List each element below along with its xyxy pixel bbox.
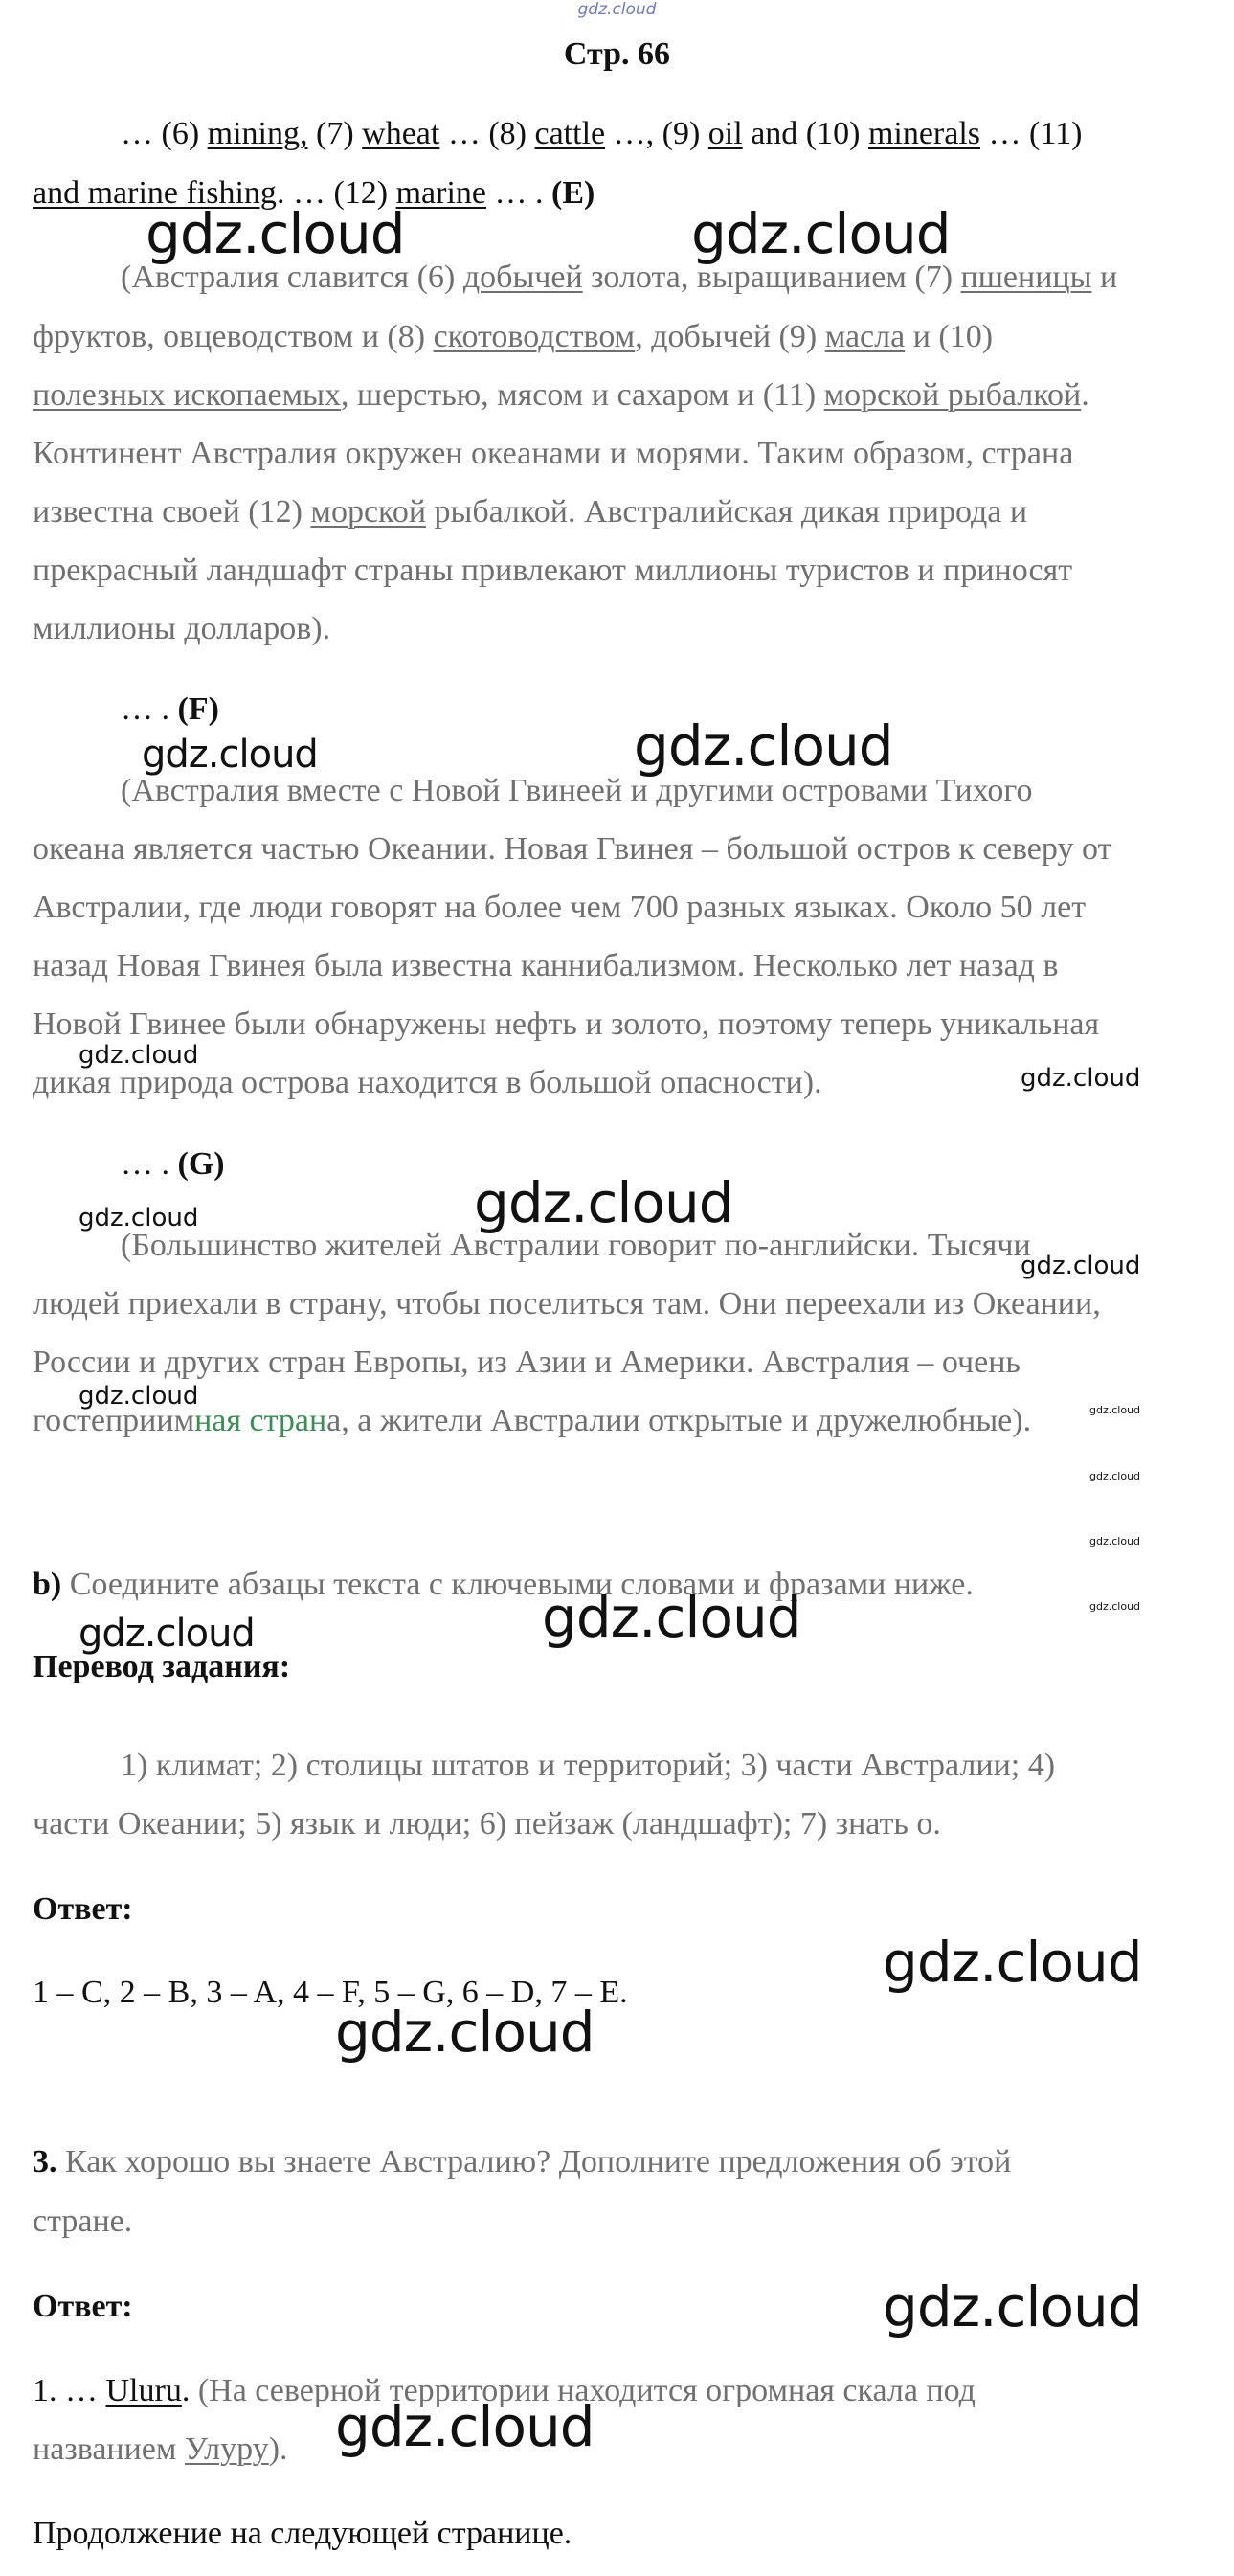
watermark: gdz.cloud [1089, 1535, 1141, 1548]
watermark: gdz.cloud [79, 1382, 199, 1411]
task-b-prompt: b) Соедините абзацы текста с ключевыми словами и фразами ниже. [33, 1567, 974, 1602]
page-title: Стр. 66 [563, 36, 671, 72]
continued-note: Продолжение на следующей странице. [33, 2516, 572, 2551]
section-g-ru-line3: России и других стран Европы, из Азии и Америки. Австралия – очень [33, 1344, 1021, 1380]
section-f-ru-line3: Австралии, где люди говорят на более чем 700 разных языках. Около 50 лет [33, 890, 1087, 925]
watermark: gdz.cloud [79, 1612, 255, 1656]
section-e-en-line1: … (6) mining, (7) wheat … (8) cattle …, (9) oil and (10) minerals … (11) [121, 116, 1083, 151]
watermark: gdz.cloud [1089, 1404, 1141, 1416]
task-3-answer-line1: 1. … Uluru. (На северной территории находится огромная скала под [33, 2373, 976, 2408]
watermark: gdz.cloud [1021, 1252, 1141, 1280]
watermark: gdz.cloud [1021, 1064, 1141, 1093]
task-3-prompt-line2: стране. [33, 2203, 133, 2239]
task-3-prompt-line1: 3. Как хорошо вы знаете Австралию? Дополните предложения об этой [33, 2144, 1012, 2180]
site-mark: gdz.cloud [577, 0, 657, 19]
watermark: gdz.cloud [1089, 1470, 1141, 1482]
watermark: gdz.cloud [1089, 1600, 1141, 1613]
section-e-ru-line6: прекрасный ландшафт страны привлекают миллионы туристов и приносят [33, 553, 1073, 588]
watermark: gdz.cloud [883, 2274, 1142, 2339]
section-f-ru-line2: океана является частью Океании. Новая Гвинея – большой остров к северу от [33, 831, 1112, 867]
section-f-en: … . (F) [121, 691, 219, 727]
section-e-ru-line7: миллионы долларов). [33, 611, 331, 646]
watermark: gdz.cloud [474, 1170, 733, 1235]
section-f-ru-line6: дикая природа острова находится в большой опасности). [33, 1065, 822, 1100]
section-g-en: … . (G) [121, 1146, 225, 1182]
task-3-answer-heading: Ответ: [33, 2289, 133, 2324]
section-g-ru-line4: гостеприимная страна, а жители Австралии открытые и дружелюбные). [33, 1403, 1032, 1438]
watermark: gdz.cloud [542, 1585, 801, 1650]
section-e-ru-line3: полезных ископаемых, шерстью, мясом и сахаром и (11) морской рыбалкой. [33, 377, 1089, 413]
watermark: gdz.cloud [142, 733, 318, 777]
watermark: gdz.cloud [335, 2000, 595, 2065]
watermark: gdz.cloud [634, 713, 893, 779]
watermark: gdz.cloud [79, 1204, 199, 1232]
section-e-ru-line1: (Австралия славится (6) добычей золота, выращиванием (7) пшеницы и [121, 260, 1118, 295]
watermark: gdz.cloud [335, 2394, 595, 2459]
section-g-ru-line2: людей приехали в страну, чтобы поселиться там. Они переехали из Океании, [33, 1286, 1101, 1322]
watermark: gdz.cloud [883, 1930, 1142, 1995]
section-e-ru-line4: Континент Австралия окружен океанами и морями. Таким образом, страна [33, 436, 1074, 471]
section-f-ru-line1: (Австралия вместе с Новой Гвинеей и другими островами Тихого [121, 773, 1033, 808]
task-b-answer: 1 – C, 2 – B, 3 – A, 4 – F, 5 – G, 6 – D, 7 – E. [33, 1975, 628, 2010]
task-3-answer-line2: названием Улуру). [33, 2431, 288, 2467]
section-e-ru-line2: фруктов, овцеводством и (8) скотоводством, добычей (9) масла и (10) [33, 319, 994, 354]
section-g-ru-line1: (Большинство жителей Австралии говорит по-английски. Тысячи [121, 1228, 1031, 1263]
task-b-translation-line2: части Океании; 5) язык и люди; 6) пейзаж (ландшафт); 7) знать о. [33, 1806, 941, 1842]
section-e-ru-line5: известна своей (12) морской рыбалкой. Австралийская дикая природа и [33, 494, 1028, 530]
watermark: gdz.cloud [79, 1041, 199, 1070]
task-b-translation-line1: 1) климат; 2) столицы штатов и территорий; 3) части Австралии; 4) [121, 1748, 1056, 1783]
watermark: gdz.cloud [146, 201, 405, 266]
section-f-ru-line5: Новой Гвинее были обнаружены нефть и золото, поэтому теперь уникальная [33, 1006, 1100, 1042]
watermark: gdz.cloud [691, 201, 951, 266]
section-e-en-line2: and marine fishing. … (12) marine … . (E) [33, 175, 595, 211]
task-b-translation-heading: Перевод задания: [33, 1649, 291, 1684]
task-b-answer-heading: Ответ: [33, 1891, 133, 1927]
section-f-ru-line4: назад Новая Гвинея была известна каннибализмом. Несколько лет назад в [33, 948, 1059, 983]
